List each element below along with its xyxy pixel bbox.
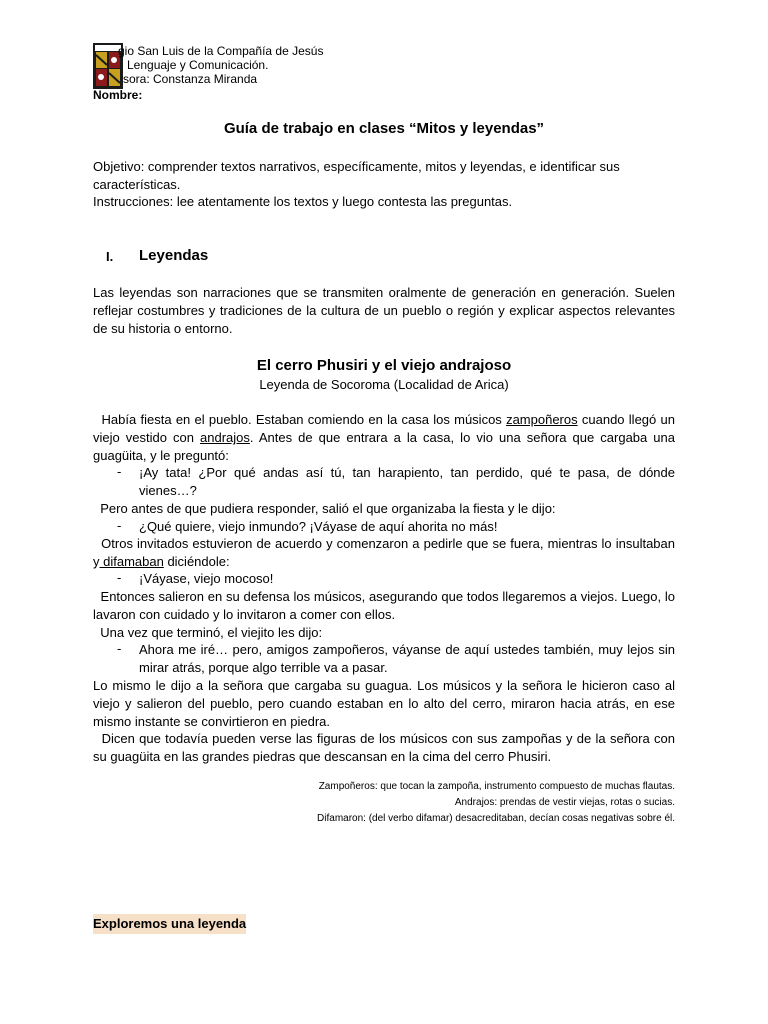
section-intro: Las leyendas son narraciones que se transmiten oralmente de generación en generación. Suelen reflejar costumbres y tradiciones de la cultura de un pueblo o región y explicar aspectos relevantes de su historia o entorno. [93, 285, 675, 336]
story-paragraph-6: Lo mismo le dijo a la señora que cargaba su guagua. Los músicos y la señora le hicieron caso al viejo y salieron del pueblo, pero cuando estaban en lo alto del cerro, miraron hacia atrás, en ese mismo instante se convirtieron en piedra. [93, 678, 675, 729]
story-p1-text-b: cuando llegó un viejo vestido con [93, 412, 679, 445]
glossary-word-andrajos: andrajos [200, 430, 250, 445]
dialogue-line-1: ¡Ay tata! ¿Por qué andas así tú, tan harapiento, tan perdido, qué te pasa, de dónde vienes…? [139, 465, 675, 498]
document-title: Guía de trabajo en clases “Mitos y leyendas” [223, 120, 545, 137]
dialogue-line-4: Ahora me iré… pero, amigos zampoñeros, váyanse de aquí ustedes también, muy lejos sin mirar atrás, porque algo terrible va a pasar. [139, 642, 675, 675]
dialogue-dash: - [117, 570, 122, 585]
dialogue-line-2: ¿Qué quiere, viejo inmundo? ¡Váyase de aquí ahorita no más! [139, 519, 498, 534]
story-title: El cerro Phusiri y el viejo andrajoso [256, 357, 512, 374]
nombre-label: Nombre: [93, 88, 143, 102]
story-paragraph-3 [93, 535, 679, 571]
story-p3-text-a: Otros invitados estuvieron de acuerdo y comenzaron a pedirle que se fuera, mientras lo insultaban y [93, 536, 679, 569]
story-paragraph-5: Una vez que terminó, el viejito les dijo: [93, 625, 323, 640]
header-school-name: gio San Luis de la Compañía de Jesús [118, 44, 324, 58]
glossary-word-zamponeros: zampoñeros [506, 412, 578, 427]
story-paragraph-1 [93, 411, 679, 465]
explore-heading: Exploremos una leyenda [93, 914, 246, 934]
story-paragraph-2: Pero antes de que pudiera responder, salió el que organizaba la fiesta y le dijo: [93, 501, 556, 516]
instructions-text: Instrucciones: lee atentamente los textos y luego contesta las preguntas. [93, 194, 513, 209]
story-p3-text-b: diciéndole: [163, 554, 230, 569]
story-p1-text-a: Había fiesta en el pueblo. Estaban comiendo en la casa los músicos [93, 412, 507, 427]
dialogue-dash: - [117, 641, 122, 656]
dialogue-dash: - [117, 518, 122, 533]
glossary-note-2: Andrajos: prendas de vestir viejas, rotas o sucias. [454, 797, 675, 808]
story-p1-text-c: . Antes de que entrara a la casa, lo vio una señora que cargaba una guagüita, y le preguntó: [93, 430, 679, 463]
glossary-word-difamaban: difamaban [99, 554, 164, 569]
story-paragraph-7: Dicen que todavía pueden verse las figuras de los músicos con sus zampoñas y de la señora con su guagüita en las grandes piedras que descansan en la cima del cerro Phusiri. [93, 731, 679, 764]
glossary-note-1: Zampoñeros: que tocan la zampoña, instrumento compuesto de muchas flautas. [318, 781, 675, 792]
section-title: Leyendas [139, 247, 209, 264]
objective-text: Objetivo: comprender textos narrativos, específicamente, mitos y leyendas, e identificar sus características. [93, 159, 620, 192]
story-subtitle: Leyenda de Socoroma (Localidad de Arica) [259, 377, 509, 392]
section-number: I. [106, 249, 114, 264]
dialogue-line-3: ¡Váyase, viejo mocoso! [139, 571, 274, 586]
dialogue-dash: - [117, 464, 122, 479]
glossary-note-3: Difamaron: (del verbo difamar) desacreditaban, decían cosas negativas sobre él. [317, 813, 675, 824]
header-subject: Lenguaje y Comunicación. [127, 58, 269, 72]
story-paragraph-4: Entonces salieron en su defensa los músicos, asegurando que todos llegaremos a viejos. Luego, lo lavaron con cuidado y lo invitaron a comer con ellos. [93, 589, 679, 622]
header-teacher: sora: Constanza Miranda [123, 72, 258, 86]
